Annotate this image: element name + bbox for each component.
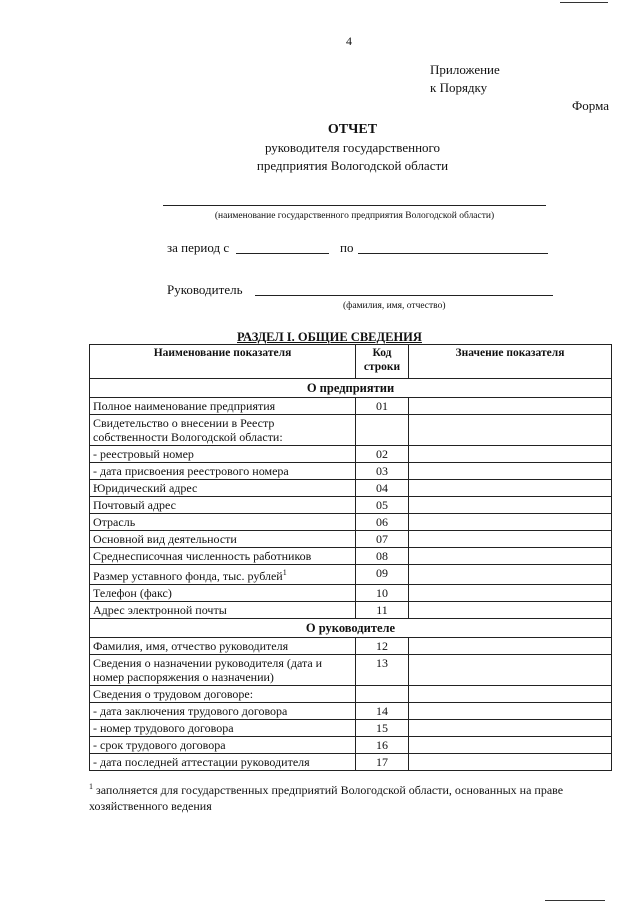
row-code <box>356 686 409 703</box>
indicator-name-text: - дата последней аттестации руководителя <box>93 755 310 769</box>
footnote-text: заполняется для государственных предприятий Вологодской области, основанных на праве хозяйственного ведения <box>89 783 564 813</box>
table-row <box>90 480 612 497</box>
head-label: Руководитель <box>167 282 243 297</box>
indicator-value-cell[interactable] <box>409 497 612 514</box>
period-from-label: за период с <box>167 240 230 255</box>
header-code-line-2: строки <box>363 361 401 373</box>
indicator-value-cell[interactable] <box>409 548 612 565</box>
enterprise-rows <box>90 398 612 619</box>
row-code: 06 <box>356 514 409 531</box>
indicator-name <box>90 585 356 602</box>
indicator-name <box>90 531 356 548</box>
indicator-name-text: Адрес электронной почты <box>93 603 227 617</box>
page-number: 4 <box>346 34 352 48</box>
row-code: 12 <box>356 638 409 655</box>
indicator-value-cell[interactable] <box>409 602 612 619</box>
head-rows <box>90 638 612 771</box>
period-from-field[interactable] <box>236 253 329 254</box>
indicator-name-text: - дата заключения трудового договора <box>93 704 288 718</box>
indicator-name <box>90 720 356 737</box>
header-indicator-name: Наименование показателя <box>90 345 356 379</box>
indicator-name <box>90 638 356 655</box>
indicator-value-cell[interactable] <box>409 720 612 737</box>
header-indicator-value: Значение показателя <box>409 345 612 379</box>
indicator-value-cell[interactable] <box>409 686 612 703</box>
row-code: 09 <box>356 565 409 585</box>
indicator-name <box>90 655 356 686</box>
row-code: 02 <box>356 446 409 463</box>
indicator-name <box>90 463 356 480</box>
indicator-name-text: Размер уставного фонда, тыс. рублей <box>93 569 283 583</box>
scan-mark-bottom <box>545 900 605 901</box>
indicator-name-text: - номер трудового договора <box>93 721 234 735</box>
row-code: 16 <box>356 737 409 754</box>
table-row <box>90 602 612 619</box>
subsection-head: О руководителе <box>90 619 612 638</box>
indicator-name-text: - реестровый номер <box>93 447 194 461</box>
indicator-name-text: Отрасль <box>93 515 136 529</box>
indicator-value-cell[interactable] <box>409 655 612 686</box>
indicator-value-cell[interactable] <box>409 531 612 548</box>
form-label: Форма <box>572 98 609 113</box>
indicator-value-cell[interactable] <box>409 565 612 585</box>
row-code: 11 <box>356 602 409 619</box>
enterprise-name-caption: (наименование государственного предприятия Вологодской области) <box>214 211 495 221</box>
indicator-name-text: Среднесписочная численность работников <box>93 549 312 563</box>
row-code: 05 <box>356 497 409 514</box>
indicator-name <box>90 446 356 463</box>
head-name-caption: (фамилия, имя, отчество) <box>343 301 446 311</box>
row-code: 08 <box>356 548 409 565</box>
head-name-field[interactable] <box>255 295 553 296</box>
table-header-row <box>90 345 612 379</box>
period-to-label: по <box>340 240 354 255</box>
indicator-value-cell[interactable] <box>409 446 612 463</box>
header-code-line-1: Код <box>372 347 392 359</box>
indicator-name-text: - срок трудового договора <box>93 738 226 752</box>
indicator-name <box>90 480 356 497</box>
indicator-name-text: Основной вид деятельности <box>93 532 237 546</box>
indicator-value-cell[interactable] <box>409 463 612 480</box>
indicator-name <box>90 398 356 415</box>
footnote <box>89 779 609 814</box>
table-row <box>90 398 612 415</box>
appendix-line-1: Приложение <box>430 62 500 77</box>
indicator-name <box>90 703 356 720</box>
indicator-value-cell[interactable] <box>409 737 612 754</box>
row-code: 15 <box>356 720 409 737</box>
table-row <box>90 463 612 480</box>
indicator-name-text: - дата присвоения реестрового номера <box>93 464 289 478</box>
indicator-value-cell[interactable] <box>409 398 612 415</box>
enterprise-name-field[interactable] <box>163 205 546 206</box>
table-row <box>90 655 612 686</box>
footnote-mark: 1 <box>89 782 93 791</box>
table-row <box>90 585 612 602</box>
indicator-name <box>90 497 356 514</box>
table-row <box>90 531 612 548</box>
indicator-value-cell[interactable] <box>409 514 612 531</box>
row-code: 07 <box>356 531 409 548</box>
subsection-head-row <box>90 619 612 638</box>
subsection-enterprise: О предприятии <box>90 379 612 398</box>
indicator-name-text: Фамилия, имя, отчество руководителя <box>93 639 289 653</box>
row-code: 03 <box>356 463 409 480</box>
indicator-name-text: Почтовый адрес <box>93 498 177 512</box>
footnote-ref: 1 <box>282 568 287 577</box>
indicator-name <box>90 602 356 619</box>
report-subtitle-line-2: предприятия Вологодской области <box>256 158 449 173</box>
table-row <box>90 548 612 565</box>
indicator-name-text: Телефон (факс) <box>93 586 172 600</box>
indicator-name-text: Сведения о назначении руководителя (дата и номер распоряжения о назначении) <box>93 656 323 684</box>
indicator-value-cell[interactable] <box>409 638 612 655</box>
row-code: 10 <box>356 585 409 602</box>
period-to-field[interactable] <box>358 253 548 254</box>
indicator-name-text: Юридический адрес <box>93 481 198 495</box>
table-row <box>90 514 612 531</box>
table-row <box>90 686 612 703</box>
row-code: 01 <box>356 398 409 415</box>
report-subtitle-line-1: руководителя государственного <box>264 140 441 155</box>
row-code: 17 <box>356 754 409 771</box>
table-row <box>90 703 612 720</box>
indicator-name-text: Свидетельство о внесении в Реестр собственности Вологодской области: <box>93 416 283 444</box>
indicator-name <box>90 415 356 446</box>
subsection-enterprise-row <box>90 379 612 398</box>
indicator-value-cell[interactable] <box>409 480 612 497</box>
indicator-name <box>90 737 356 754</box>
table-row <box>90 754 612 771</box>
report-table <box>89 344 612 771</box>
row-code: 04 <box>356 480 409 497</box>
indicator-name-text: Полное наименование предприятия <box>93 399 276 413</box>
indicator-name <box>90 514 356 531</box>
row-code <box>356 415 409 446</box>
indicator-value-cell[interactable] <box>409 703 612 720</box>
indicator-value-cell[interactable] <box>409 754 612 771</box>
appendix-line-2: к Порядку <box>430 80 488 95</box>
table-row <box>90 565 612 585</box>
table-row <box>90 415 612 446</box>
table-row <box>90 737 612 754</box>
indicator-name <box>90 686 356 703</box>
table-row <box>90 497 612 514</box>
table-row <box>90 638 612 655</box>
table-row <box>90 720 612 737</box>
row-code: 13 <box>356 655 409 686</box>
indicator-name <box>90 565 356 585</box>
indicator-name <box>90 754 356 771</box>
report-title: ОТЧЕТ <box>327 122 378 137</box>
section-title: РАЗДЕЛ I. ОБЩИЕ СВЕДЕНИЯ <box>237 330 422 344</box>
indicator-value-cell[interactable] <box>409 585 612 602</box>
indicator-name-text: Сведения о трудовом договоре: <box>93 687 254 701</box>
scan-mark-top <box>560 2 608 3</box>
indicator-value-cell[interactable] <box>409 415 612 446</box>
table-row <box>90 446 612 463</box>
row-code: 14 <box>356 703 409 720</box>
indicator-name <box>90 548 356 565</box>
header-row-code <box>356 345 409 379</box>
